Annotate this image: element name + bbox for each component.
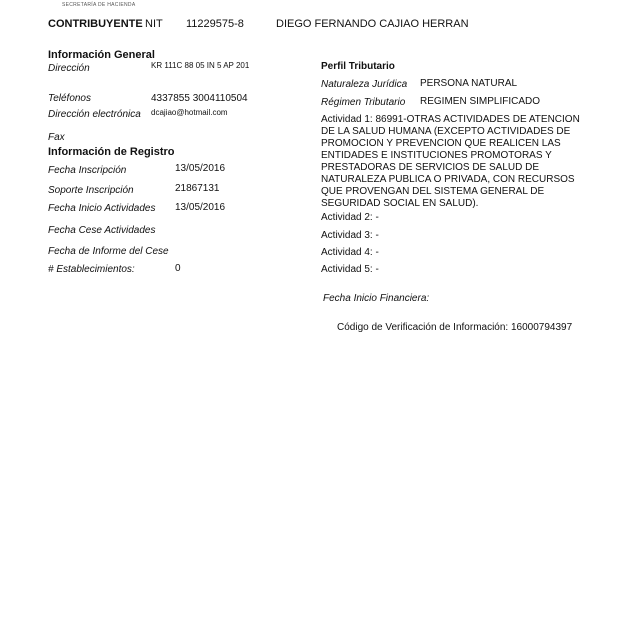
actividad-2: Actividad 2: - bbox=[321, 212, 379, 223]
fecha-inscripcion-value: 13/05/2016 bbox=[175, 163, 226, 174]
perfil-section-title: Perfil Tributario bbox=[321, 61, 395, 72]
fecha-inscripcion-label: Fecha Inscripción bbox=[48, 165, 127, 176]
fax-label: Fax bbox=[48, 132, 65, 143]
actividad-1: Actividad 1: 86991-OTRAS ACTIVIDADES DE ATENCION DE LA SALUD HUMANA (EXCEPTO ACTIVIDADES DE PROMOCION Y PREVENCION QUE REALICEN LAS ENTIDADES E INSTITUCIONES PROMOTORAS Y PRESTADORAS DE SERVICIOS DE SALUD DE NATURALEZA PUBLICA O PRIVADA, CON RECURSOS QUE PROVENGAN DEL SISTEMA GENERAL DE SEGURIDAD SOCIAL EN SALUD). bbox=[321, 114, 580, 209]
direccion-value: KR 111C 88 05 IN 5 AP 201 bbox=[151, 61, 250, 70]
regimen-value: REGIMEN SIMPLIFICADO bbox=[420, 96, 541, 107]
regimen-label: Régimen Tributario bbox=[321, 97, 406, 108]
contribuyente-label: CONTRIBUYENTE bbox=[48, 18, 143, 30]
actividad-4: Actividad 4: - bbox=[321, 247, 379, 258]
soporte-inscripcion-value: 21867131 bbox=[175, 183, 220, 194]
email-value: dcajiao@hotmail.com bbox=[151, 108, 228, 117]
direccion-label: Dirección bbox=[48, 63, 90, 74]
nit-label: NIT bbox=[145, 18, 163, 30]
fecha-cese-label: Fecha Cese Actividades bbox=[48, 225, 156, 236]
naturaleza-value: PERSONA NATURAL bbox=[420, 78, 518, 89]
nit-value: 11229575-8 bbox=[186, 18, 244, 30]
agency-caption: SECRETARÍA DE HACIENDA bbox=[62, 2, 136, 8]
fecha-informe-cese-label: Fecha de Informe del Cese bbox=[48, 246, 169, 257]
actividad-5: Actividad 5: - bbox=[321, 264, 379, 275]
registro-section-title: Información de Registro bbox=[48, 146, 175, 158]
telefonos-value: 4337855 3004110504 bbox=[151, 93, 248, 104]
fecha-inicio-value: 13/05/2016 bbox=[175, 202, 226, 213]
general-section-title: Información General bbox=[48, 49, 155, 61]
fecha-inicio-label: Fecha Inicio Actividades bbox=[48, 203, 156, 214]
actividad-3: Actividad 3: - bbox=[321, 230, 379, 241]
naturaleza-label: Naturaleza Jurídica bbox=[321, 79, 408, 90]
soporte-inscripcion-label: Soporte Inscripción bbox=[48, 185, 134, 196]
email-label: Dirección electrónica bbox=[48, 109, 141, 120]
taxpayer-name: DIEGO FERNANDO CAJIAO HERRAN bbox=[276, 18, 469, 30]
telefonos-label: Teléfonos bbox=[48, 93, 91, 104]
codigo-verificacion: Código de Verificación de Información: 16000794397 bbox=[337, 322, 573, 333]
establecimientos-label: # Establecimientos: bbox=[48, 264, 135, 275]
fecha-inicio-financiera-label: Fecha Inicio Financiera: bbox=[323, 293, 430, 304]
establecimientos-value: 0 bbox=[175, 263, 181, 274]
